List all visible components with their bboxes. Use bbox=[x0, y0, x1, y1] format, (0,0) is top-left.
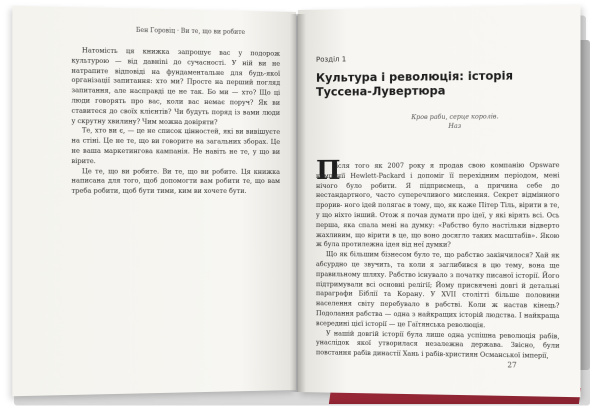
epigraph-quote: Кров раби, серце королів. bbox=[411, 113, 499, 122]
epigraph-author: Наз bbox=[448, 122, 462, 130]
chapter-title: Культура і революція: історія Туссена-Лувертюра bbox=[315, 69, 514, 99]
left-paragraph: Це те, що ви робите. Ви те, що ви робите. Ця книжка написана для того, щоб допомогти вам робити те, що вам треба робити, щоб бути тими, ким ви хочете бути. bbox=[71, 166, 281, 196]
running-head: Бен Горовіц · Ви те, що ви робите bbox=[135, 26, 246, 37]
book-gutter bbox=[290, 14, 306, 392]
epigraph bbox=[378, 112, 532, 131]
right-paragraph: У нашій довгій історії була лише одна успішна революція рабів, унаслідок якої утворилася незалежна держава. Звісно, були повстання рабів династії Хань і рабів-християн Османської імперії, bbox=[315, 328, 560, 360]
right-paragraph: Що як більшим бізнесом було те, що рабство закінчилося? Хай як абсурдно це звучить, та коли я заглибився в цю тему, вона ще правильному шляху. Рабство існувало з початку писаної історії. Його підтримували всі основні релігії; Йому присвячені довгі й детальні параграфи Біблії та Корану. У XVII столітті більше половини населення світу перебувало в рабстві. Коли ж настав кінець? Подолання рабства — одна з найкращих історій людства. І найкраща всередині цієї історії — це Гаїтянська революція. bbox=[315, 250, 560, 330]
left-page bbox=[12, 6, 296, 397]
chapter-label: Розділ 1 bbox=[315, 55, 347, 64]
page-number: 27 bbox=[507, 361, 517, 370]
right-page-text bbox=[316, 161, 560, 362]
right-page bbox=[298, 5, 581, 397]
left-paragraph: Те, хто ви є, — це не список цінностей, які ви вивішуєте на стіні. Це не те, що ви говорите на загальних зборах. Це не ваша маркетингова кампанія. Не навіть не те, у що ви вірите. bbox=[71, 126, 281, 165]
left-page-text bbox=[71, 46, 280, 197]
left-paragraph: Натомість ця книжка запрошує вас у подорож культурою — від давнini до сучасності. У ній ви не натрапите відповіді на фундаментальне для будь-якої організації запитання: хто ми? Просте на перший погляд запитання, але насправді це не так. Бо ми — хто? Що ці люди говорять про вас, коли вас немає поруч? Як ви ставитеся до своїх клієнтів? Чи будуть поряд із вами люди у скрутну хвилину? Чим можна довіряти? bbox=[71, 46, 281, 126]
drop-cap: П bbox=[315, 155, 341, 186]
right-paragraph: ісля того як 2007 року я продав свою компанію Opsware компанії Hewlett-Packard і допоміг її перехідним періодом, мені нічого було робити. Я підприємець, а причина себе до нестандартного, часто суперечливого мислення. Секрет відмінного прорив- ного ідей полягає в тому, що, як каже Пітер Тіль, вірити в те, у що ніхто інший. Отож я почав думати про ідеї, у які вірять всі. Ось перша, яка спала мені на думку: «Рабство було настільки відверто жахливим, що вірити в це, що воно досягло таких масштабів». Якою ж була протилежна ідея від неї думки? bbox=[315, 161, 560, 250]
